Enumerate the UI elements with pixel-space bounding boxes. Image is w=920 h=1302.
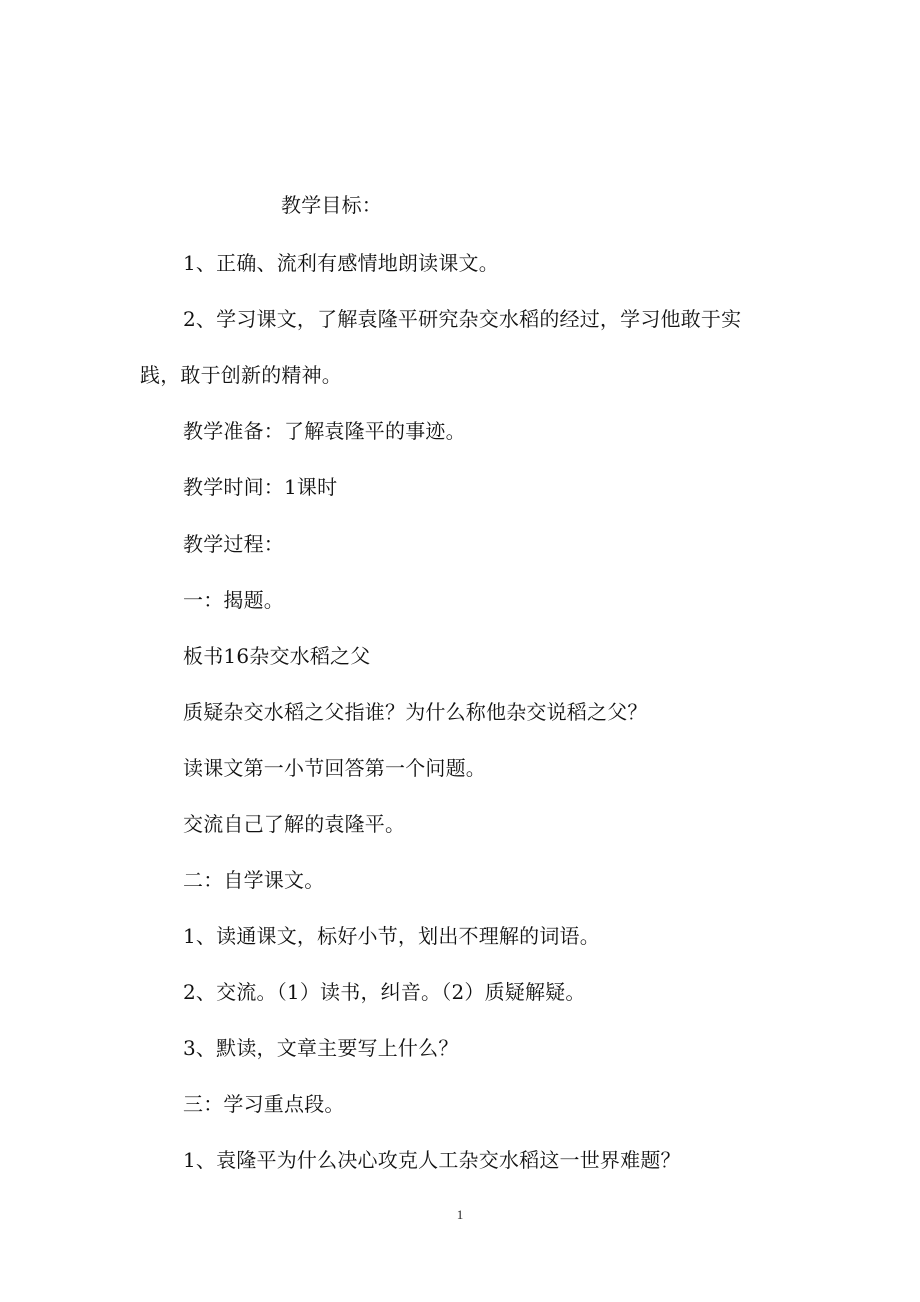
paragraph-key-section-1: 1、袁隆平为什么决心攻克人工杂交水稻这一世界难题？ <box>183 1148 681 1172</box>
paragraph-discuss: 交流自己了解的袁隆平。 <box>183 812 406 836</box>
section-step-3: 三：学习重点段。 <box>183 1092 345 1116</box>
section-step-2: 二：自学课文。 <box>183 868 325 892</box>
paragraph-teaching-preparation: 教学准备：了解袁隆平的事迹。 <box>183 419 466 443</box>
paragraph-goal-2-continued: 践，敢于创新的精神。 <box>140 363 342 387</box>
paragraph-self-study-3: 3、默读，文章主要写上什么？ <box>183 1036 459 1060</box>
paragraph-question: 质疑杂交水稻之父指谁？为什么称他杂交说稻之父？ <box>183 700 648 724</box>
paragraph-goal-2: 2、学习课文，了解袁隆平研究杂交水稻的经过，学习他敢于实 <box>183 307 742 331</box>
paragraph-goal-1: 1、正确、流利有感情地朗读课文。 <box>183 251 499 275</box>
page-number: 1 <box>456 1207 464 1222</box>
section-step-1: 一：揭题。 <box>183 588 284 612</box>
paragraph-teaching-time: 教学时间：1课时 <box>183 475 338 499</box>
paragraph-self-study-1: 1、读通课文，标好小节，划出不理解的词语。 <box>183 924 600 948</box>
paragraph-self-study-2: 2、交流。（1）读书，纠音。（2）质疑解疑。 <box>183 980 586 1004</box>
paragraph-read-first-section: 读课文第一小节回答第一个问题。 <box>183 756 486 780</box>
section-heading-teaching-goals: 教学目标： <box>281 193 382 217</box>
paragraph-teaching-process: 教学过程： <box>183 532 284 556</box>
paragraph-blackboard: 板书16杂交水稻之父 <box>183 644 371 668</box>
